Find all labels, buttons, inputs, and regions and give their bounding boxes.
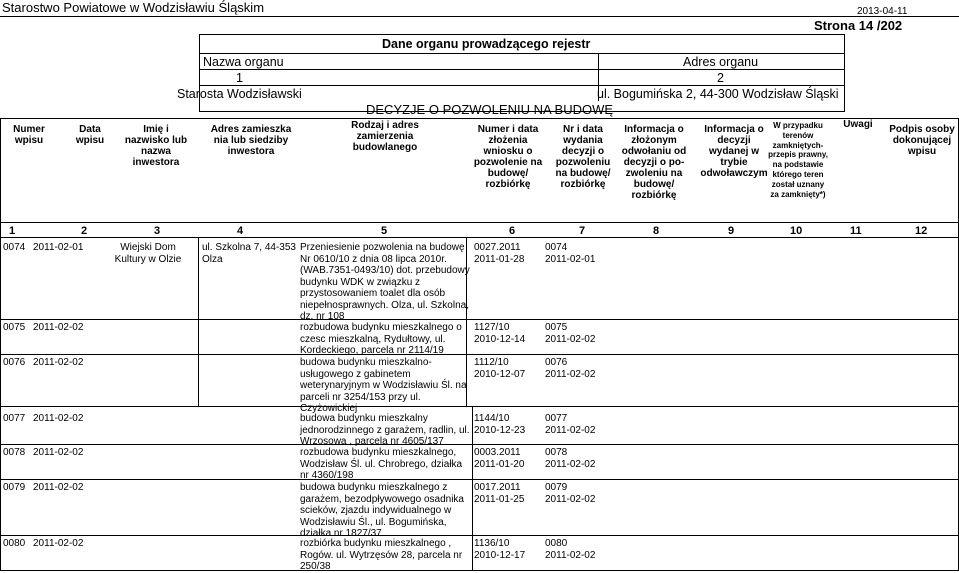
- col-header-appeal: Informacja o złożonym odwołaniu od decyzji o po-zwoleniu na budowę/ rozbiórkę: [621, 124, 687, 201]
- decision-number: 0075: [545, 322, 568, 333]
- decision-date: 2011-02-02: [545, 369, 596, 380]
- application-number: 1112/10: [474, 357, 509, 368]
- investor-address: ul. Szkolna 7, 44-353 Olza: [202, 242, 296, 265]
- col-header-signature: Podpis osoby dokonującej wpisu: [889, 124, 955, 157]
- col-header-closed-areas: W przypadku terenów zamkniętych- przepis prawny, na podstawie którego teren został uznany za zamknięty*): [768, 121, 828, 199]
- decision-date: 2011-02-02: [545, 550, 596, 561]
- col-number: 9: [728, 225, 735, 237]
- decision-number: 0076: [545, 357, 568, 368]
- project-description: rozbudowa budynku mieszkalnego o czesc mieszkalną, Rydułtowy, ul. Kordeckiego, parcela nr 2114/19: [300, 322, 462, 356]
- entry-date: 2011-02-02: [33, 322, 84, 333]
- project-description: budowa budynku mieszkalno-usługowego z gabinetem weterynaryjnym w Wodzisławiu Śl. na parceli nr 3254/153 przy ul. Czyżowickiej: [300, 357, 467, 414]
- authority-col-2: 2: [717, 71, 724, 85]
- authority-name: Starosta Wodzisławski: [177, 87, 302, 101]
- application-number: 0027.2011: [474, 242, 521, 253]
- col-header-decision: Nr i data wydania decyzji o pozwoleniu na budowę/ rozbiórkę: [555, 124, 611, 190]
- page-number: Strona 14 /202: [814, 18, 903, 33]
- col-number: 4: [237, 225, 244, 237]
- entry-number: 0080: [3, 538, 26, 549]
- col-number: 6: [509, 225, 516, 237]
- authority-header: Dane organu prowadzącego rejestr: [382, 37, 591, 51]
- entry-date: 2011-02-02: [33, 538, 84, 549]
- decision-number: 0079: [545, 482, 568, 493]
- entry-date: 2011-02-02: [33, 482, 84, 493]
- project-description: rozbudowa budynku mieszkalnego, Wodzisław Śl. ul. Chrobrego, działka nr 4360/198: [300, 447, 463, 481]
- section-title: DECYZJE O POZWOLENIU NA BUDOWĘ: [366, 102, 614, 117]
- decision-date: 2011-02-01: [545, 254, 596, 265]
- entry-number: 0076: [3, 357, 26, 368]
- decision-number: 0077: [545, 413, 568, 424]
- application-date: 2010-12-14: [474, 334, 526, 345]
- decision-date: 2011-02-02: [545, 494, 596, 505]
- authority-address-label: Adres organu: [683, 55, 759, 69]
- application-date: 2011-01-28: [474, 254, 525, 265]
- entry-date: 2011-02-02: [33, 357, 84, 368]
- entry-number: 0077: [3, 413, 26, 424]
- application-number: 1127/10: [474, 322, 510, 333]
- col-header-investor: Imię i nazwisko lub nazwa inwestora: [124, 124, 188, 168]
- decision-number: 0078: [545, 447, 568, 458]
- col-number: 11: [850, 225, 862, 237]
- entry-number: 0078: [3, 447, 26, 458]
- col-header-application: Numer i data złożenia wniosku o pozwolenie na budowę/ rozbiórkę: [473, 124, 543, 190]
- entry-date: 2011-02-02: [33, 447, 84, 458]
- decision-date: 2011-02-02: [545, 459, 596, 470]
- decision-date: 2011-02-02: [545, 425, 596, 436]
- entry-number: 0074: [3, 242, 26, 253]
- decision-number: 0074: [545, 242, 568, 253]
- application-number: 1144/10: [474, 413, 510, 424]
- investor-name: Wiejski Dom Kultury w Olzie: [114, 242, 182, 265]
- office-name: Starostwo Powiatowe w Wodzisławiu Śląskim: [2, 0, 265, 15]
- project-description: Przeniesienie pozwolenia na budowę Nr 0610/10 z dnia 08 lipca 2010r. (WAB.7351-0493/10) dot. przebudowy budynku WDK w związku z przystosowaniem toalet dla osób niepełnosprawnych. Olza, ul. Szkolna, dz. nr 108: [300, 242, 470, 322]
- authority-address: ul. Bogumińska 2, 44-300 Wodzisław Śląski: [597, 87, 839, 101]
- col-number: 3: [154, 225, 161, 237]
- decision-date: 2011-02-02: [545, 334, 596, 345]
- col-header-investor-address: Adres zamieszka nia lub siedziby inwestora: [210, 124, 292, 157]
- col-number: 7: [579, 225, 586, 237]
- entry-date: 2011-02-01: [33, 242, 84, 253]
- application-number: 0003.2011: [474, 447, 521, 458]
- entry-date: 2011-02-02: [33, 413, 84, 424]
- col-number: 12: [915, 225, 928, 237]
- col-header-project: Rodzaj i adres zamierzenia budowlanego: [351, 120, 419, 153]
- application-date: 2010-12-23: [474, 425, 526, 436]
- entry-number: 0075: [3, 322, 26, 333]
- project-description: rozbiórka budynku mieszkalnego , Rogów. ul. Wytrzęsów 28, parcela nr 250/38: [300, 538, 463, 572]
- col-number: 10: [790, 225, 803, 237]
- project-description: budowa budynku mieszkalny jednorodzinnego z garażem, radlin, ul. Wrzosowa , parcela nr 4605/137: [300, 413, 470, 447]
- col-header-remarks: Uwagi: [843, 119, 873, 130]
- col-number: 2: [81, 225, 88, 237]
- col-header-appeal-decision: Informacja o decyzji wydanej w trybie odwoławczym: [700, 124, 768, 179]
- application-date: 2010-12-17: [474, 550, 526, 561]
- entry-number: 0079: [3, 482, 26, 493]
- col-header-entry-no: Numer wpisu: [13, 124, 45, 146]
- col-number: 8: [653, 225, 660, 237]
- header-divider: [0, 16, 959, 17]
- authority-name-label: Nazwa organu: [203, 55, 284, 69]
- project-description: budowa budynku mieszkalnego z garażem, bezodpływowego osadnika scieków, zjazdu indywidualnego w Wodzisławiu Śl., ul. Bogumińska, działka nr 1827/37: [300, 482, 464, 539]
- print-date: 2013-04-11: [857, 6, 908, 17]
- decision-number: 0080: [545, 538, 568, 549]
- col-number: 1: [9, 225, 16, 237]
- application-date: 2011-01-25: [474, 494, 525, 505]
- authority-col-1: 1: [236, 71, 243, 85]
- application-date: 2011-01-20: [474, 459, 525, 470]
- application-number: 0017.2011: [474, 482, 521, 493]
- col-number: 5: [381, 225, 388, 237]
- application-date: 2010-12-07: [474, 369, 526, 380]
- application-number: 1136/10: [474, 538, 510, 549]
- col-header-entry-date: Data wpisu: [75, 124, 105, 146]
